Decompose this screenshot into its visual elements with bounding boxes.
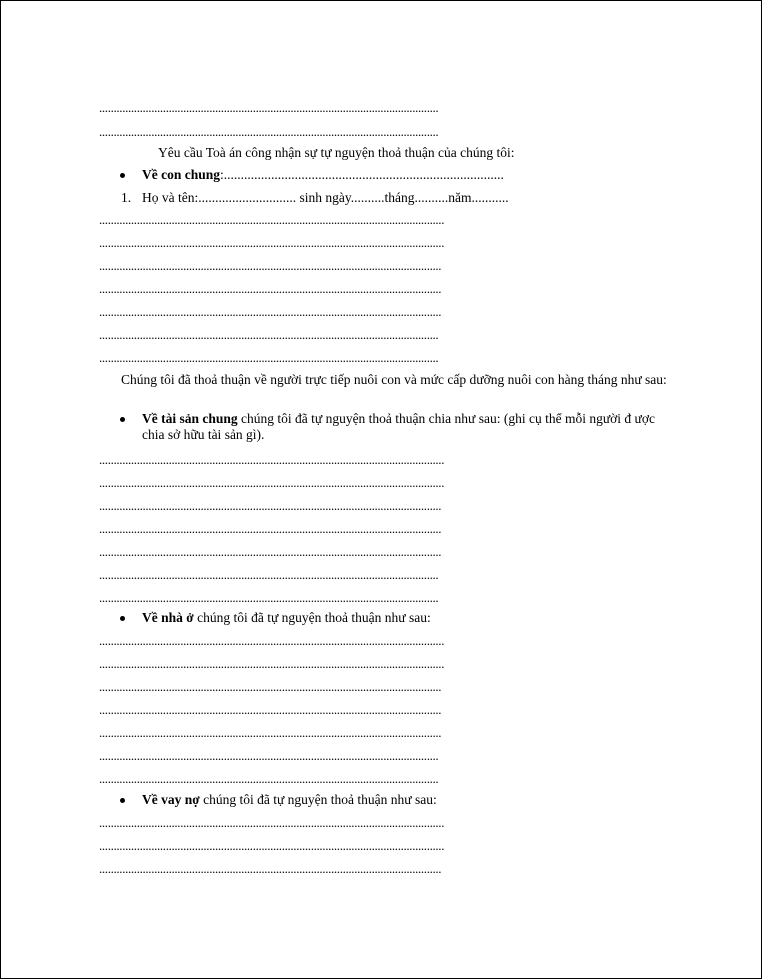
property-heading: Về tài sản chung [142,411,238,426]
dotted-line: ....................................................................................................................... [99,476,445,490]
dotted-line: ..................................................................................................................... [99,125,439,139]
request-intro: Yêu cầu Toà án công nhận sự tự nguyện thoả thuận của chúng tôi: [158,145,515,160]
dotted-line: ....................................................................................................................... [99,657,445,671]
dotted-line: ..................................................................................................................... [99,568,439,582]
dotted-line: ...................................................................................................................... [99,305,442,319]
dotted-line: ...................................................................................................................... [99,522,442,536]
bullet-icon [120,417,125,422]
house-text: chúng tôi đã tự nguyện thoả thuận như sau: [193,610,431,625]
dotted-line: ....................................................................................................................... [99,453,445,467]
dotted-line: ...................................................................................................................... [99,282,442,296]
dotted-line: ...................................................................................................................... [99,259,442,273]
dotted-line: ....................................................................................................................... [99,839,445,853]
dotted-line: ....................................................................................................................... [99,213,445,227]
child-item-number: 1. [121,190,132,205]
debt-paragraph [142,792,437,808]
dotted-line: ..................................................................................................................... [99,772,439,786]
child-heading-dots: :................................................................................... [220,167,504,182]
dotted-line: ....................................................................................................................... [99,816,445,830]
dotted-line: ..................................................................................................................... [99,351,439,365]
debt-heading: Về vay nợ [142,792,200,807]
dotted-line: ..................................................................................................................... [99,749,439,763]
debt-text: chúng tôi đã tự nguyện thoả thuận như sau: [199,792,437,807]
property-paragraph [142,411,670,443]
dotted-line: ....................................................................................................................... [99,634,445,648]
dotted-line: ...................................................................................................................... [99,862,442,876]
dotted-line: ..................................................................................................................... [99,101,439,115]
child-heading-line [142,167,504,183]
house-heading: Về nhà ở [142,610,194,625]
property-text: chúng tôi đã tự nguyện thoả thuận chia như sau: (ghi cụ thể mỗi người đ ược chia sở hữu tài sản gì). [142,411,655,442]
dotted-line: ....................................................................................................................... [99,236,445,250]
bullet-icon [120,173,125,178]
house-paragraph [142,610,431,626]
dotted-line: ...................................................................................................................... [99,499,442,513]
child-item-text: Họ và tên:............................. sinh ngày..........tháng..........năm........... [142,190,509,205]
bullet-icon [120,798,125,803]
support-paragraph: Chúng tôi đã thoả thuận về người trực tiếp nuôi con và mức cấp dưỡng nuôi con hàng tháng như sau: [121,372,667,387]
dotted-line: ...................................................................................................................... [99,703,442,717]
dotted-line: ..................................................................................................................... [99,328,439,342]
dotted-line: ...................................................................................................................... [99,545,442,559]
child-heading: Về con chung [142,167,221,182]
bullet-icon [120,616,125,621]
dotted-line: ...................................................................................................................... [99,680,442,694]
dotted-line: ..................................................................................................................... [99,591,439,605]
dotted-line: ...................................................................................................................... [99,726,442,740]
